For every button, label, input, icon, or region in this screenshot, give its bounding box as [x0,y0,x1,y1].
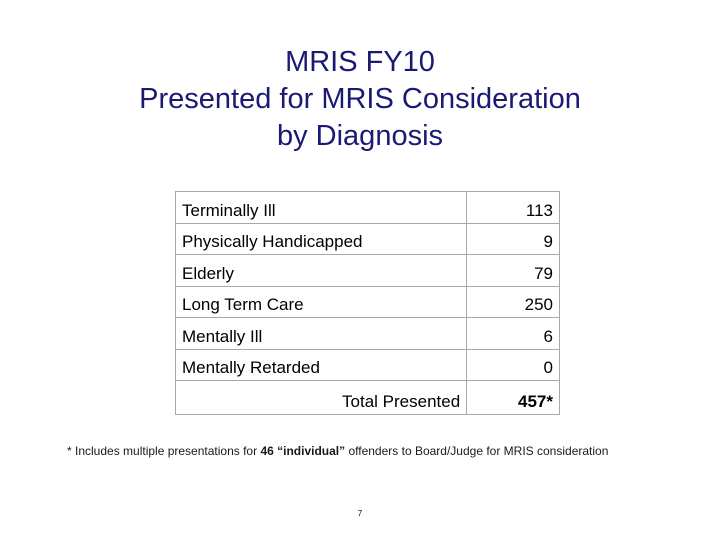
page-number: 7 [357,509,363,518]
title-line-3: by Diagnosis [276,120,444,152]
diagnosis-table [175,191,560,415]
row-value: 6 [467,318,560,350]
row-label: Mentally Retarded [176,349,467,381]
table-row [176,223,560,255]
table-row [176,349,560,381]
row-label: Mentally Ill [176,318,467,350]
row-label: Terminally Ill [176,192,467,224]
title-line-1: MRIS FY10 [285,46,435,78]
footnote-emphasis: 46 “individual” [260,444,346,458]
footnote-prefix: * Includes multiple presentations for [67,444,261,458]
row-value: 79 [467,255,560,287]
footnote-suffix: offenders to Board/Judge for MRIS consideration [345,444,609,458]
total-row [176,381,560,415]
table-row [176,192,560,224]
row-label: Elderly [176,255,467,287]
table-row [176,318,560,350]
total-value: 457* [467,381,560,415]
row-value: 9 [467,223,560,255]
row-value: 113 [467,192,560,224]
row-value: 250 [467,286,560,318]
slide-title [0,44,720,155]
row-label: Long Term Care [176,286,467,318]
row-value: 0 [467,349,560,381]
total-label: Total Presented [176,381,467,415]
footnote [67,443,627,459]
row-label: Physically Handicapped [176,223,467,255]
table-row [176,255,560,287]
table-row [176,286,560,318]
title-line-2: Presented for MRIS Consideration [139,83,581,115]
